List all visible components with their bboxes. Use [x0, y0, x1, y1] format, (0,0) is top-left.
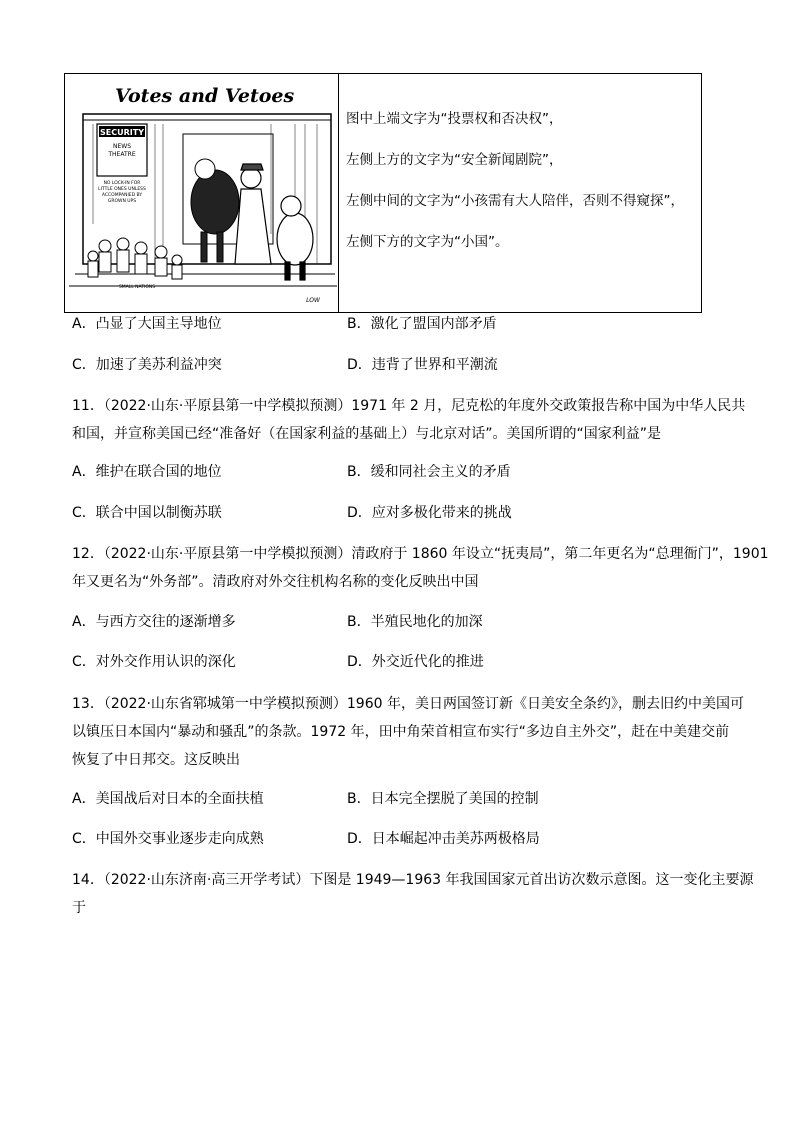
caption-line-2: 左侧上方的文字为“安全新闻剧院”，	[346, 152, 563, 168]
cartoon-image	[65, 74, 339, 312]
q14-line-1: 14．（2022·山东济南·高三开学考试）下图是 1949—1963 年我国国家元首出访次数示意图。这一变化主要源	[72, 872, 754, 888]
notice-line-1: NO LOCK-IN FOR	[103, 181, 141, 186]
q11-stem	[72, 392, 746, 448]
q13-option-b[interactable]: B．日本完全摆脱了美国的控制	[347, 791, 539, 807]
cartoon-figure-table	[64, 73, 702, 313]
q11-option-b[interactable]: B．缓和同社会主义的矛盾	[347, 464, 511, 480]
q13-stem	[72, 690, 744, 774]
sign-sub1: NEWS	[112, 143, 132, 150]
q10-option-d[interactable]: D．违背了世界和平潮流	[347, 357, 498, 373]
caption-line-1: 图中上端文字为“投票权和否决权”，	[346, 111, 563, 127]
q10-option-a[interactable]: A．凸显了大国主导地位	[72, 316, 222, 332]
caption-line-4: 左侧下方的文字为“小国”。	[346, 234, 509, 250]
q12-option-d[interactable]: D．外交近代化的推进	[347, 654, 484, 670]
caption-cell	[339, 74, 701, 312]
q12-option-c[interactable]: C．对外交作用认识的深化	[72, 654, 236, 670]
q12-stem	[72, 540, 769, 596]
q10-option-b[interactable]: B．激化了盟国内部矛盾	[347, 316, 497, 332]
q13-line-2: 以镇压日本国内“暴动和骚乱”的条款。1972 年，田中角荣首相宣布实行“多边自主外交”，赶在中美建交前	[72, 724, 730, 740]
caption-line-3: 左侧中间的文字为“小孩需有大人陪伴，否则不得窥探”，	[346, 193, 684, 209]
q10-option-c[interactable]: C．加速了美苏利益冲突	[72, 357, 222, 373]
q11-option-d[interactable]: D．应对多极化带来的挑战	[347, 505, 512, 521]
q11-line-1: 11．（2022·山东·平原县第一中学模拟预测）1971 年 2 月，尼克松的年度外交政策报告称中国为中华人民共	[72, 398, 746, 414]
cartoon-banner-text: Votes and Vetoes	[115, 85, 295, 107]
q13-option-c[interactable]: C．中国外交事业逐步走向成熟	[72, 831, 264, 847]
notice-line-4: GROWN UPS	[107, 199, 137, 204]
q11-option-a[interactable]: A．维护在联合国的地位	[72, 464, 222, 480]
sign-sub2: THEATRE	[108, 151, 136, 158]
q13-option-a[interactable]: A．美国战后对日本的全面扶植	[72, 791, 264, 807]
q12-line-1: 12．（2022·山东·平原县第一中学模拟预测）清政府于 1860 年设立“抚夷局”，第二年更名为“总理衙门”，1901	[72, 546, 769, 562]
notice-line-3: ACCOMPANIED BY	[101, 193, 143, 198]
q11-line-2: 和国，并宣称美国已经“准备好（在国家利益的基础上）与北京对话”。美国所谓的“国家利益”是	[72, 426, 662, 442]
q12-line-2: 年又更名为“外务部”。清政府对外交往机构名称的变化反映出中国	[72, 574, 479, 590]
q13-option-d[interactable]: D．日本崛起冲击美苏两极格局	[347, 831, 540, 847]
artist-signature: LOW	[306, 297, 320, 304]
small-nations-label: SMALL NATIONS	[118, 285, 156, 290]
notice-line-2: LITTLE ONES UNLESS	[98, 187, 146, 192]
q14-line-2: 于	[72, 900, 86, 916]
q12-option-b[interactable]: B．半殖民地化的加深	[347, 614, 483, 630]
q12-option-a[interactable]: A．与西方交往的逐渐增多	[72, 614, 236, 630]
q14-stem	[72, 866, 754, 922]
q13-line-3: 恢复了中日邦交。这反映出	[72, 752, 240, 768]
q11-option-c[interactable]: C．联合中国以制衡苏联	[72, 505, 222, 521]
q13-line-1: 13．（2022·山东省郓城第一中学模拟预测）1960 年，美日两国签订新《日美安全条约》，删去旧约中美国可	[72, 696, 744, 712]
cartoon-illustration	[65, 74, 339, 312]
sign-title: SECURITY	[100, 128, 144, 137]
